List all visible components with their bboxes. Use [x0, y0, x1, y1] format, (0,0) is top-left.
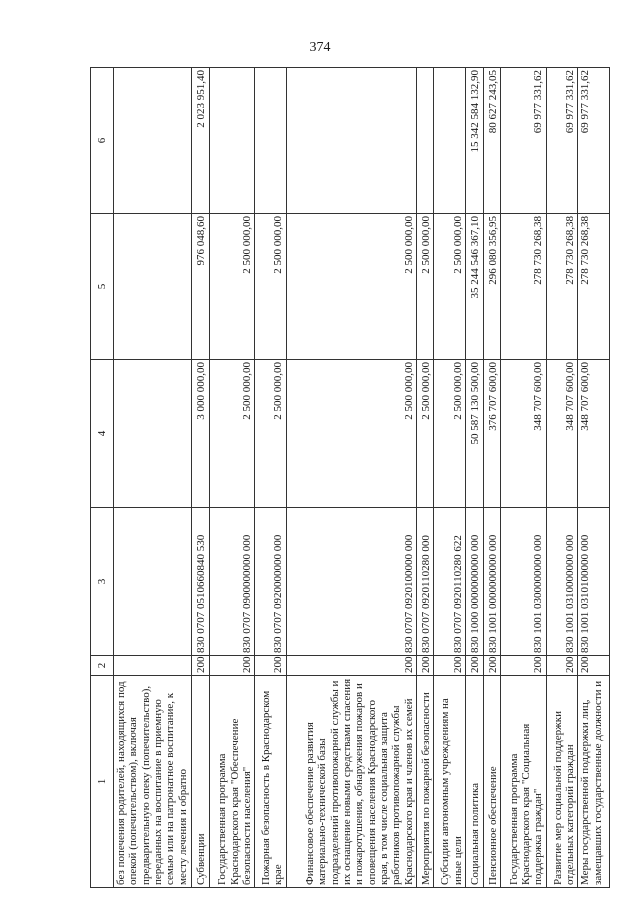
row-code: 200: [286, 656, 416, 676]
header-cell-4: 4: [91, 360, 114, 508]
row-executed: 278 730 268,38: [578, 214, 610, 360]
header-cell-3: 3: [91, 508, 114, 656]
row-executed: 278 730 268,38: [501, 214, 547, 360]
row-remaining: [209, 68, 255, 214]
table-header-row: [91, 68, 114, 888]
row-code: 200: [416, 656, 434, 676]
row-classification: 830 1001 0000000000 000: [483, 508, 501, 656]
rotated-table-frame: [90, 68, 610, 888]
table-row: [434, 68, 466, 888]
row-executed: 2 500 000,00: [416, 214, 434, 360]
row-remaining: 69 977 331,62: [501, 68, 547, 214]
table-row: [114, 68, 192, 888]
header-cell-1: 1: [91, 676, 114, 888]
row-code: 200: [209, 656, 255, 676]
row-name: Финансовое обеспечение развития материально-технической базы подразделений противопожарной службы и их оснащение новыми средствами спасения и пожаротушения, обнаружения пожаров и оповещения населения Краснодарского края, в том числе социальная защита работников противопожарной службы Краснодарского края и членов их семей: [286, 676, 416, 888]
row-remaining: 2 023 951,40: [192, 68, 210, 214]
row-planned: 50 587 130 500,00: [466, 360, 484, 508]
row-classification: 830 1001 0300000000 000: [501, 508, 547, 656]
row-remaining: 80 627 243,05: [483, 68, 501, 214]
rotated-table-content: [90, 68, 610, 888]
row-planned: 348 707 600,00: [546, 360, 578, 508]
row-remaining: 69 977 331,62: [546, 68, 578, 214]
table-row: [209, 68, 255, 888]
row-classification: 830 0707 0510660840 530: [192, 508, 210, 656]
row-planned: 376 707 600,00: [483, 360, 501, 508]
row-code: 200: [192, 656, 210, 676]
row-code: [114, 656, 192, 676]
row-name: Пенсионное обеспечение: [483, 676, 501, 888]
header-cell-2: 2: [91, 656, 114, 676]
row-remaining: [114, 68, 192, 214]
row-remaining: [255, 68, 287, 214]
budget-table: [90, 67, 610, 888]
table-row: [546, 68, 578, 888]
row-name: без попечения родителей, находящихся под опекой (попечительством), включая предварительную опеку (попечительство), переданных на воспитание в приемную семью или на патронатное воспитание, к месту лечения и обратно: [114, 676, 192, 888]
row-classification: 830 0707 0920000000 000: [255, 508, 287, 656]
row-code: 200: [483, 656, 501, 676]
row-executed: [114, 214, 192, 360]
row-code: 200: [434, 656, 466, 676]
row-code: 200: [255, 656, 287, 676]
table-row: [578, 68, 610, 888]
row-code: 200: [501, 656, 547, 676]
row-executed: 2 500 000,00: [255, 214, 287, 360]
table-row: [501, 68, 547, 888]
row-name: Государственная программа Краснодарского края "Социальная поддержка граждан": [501, 676, 547, 888]
table-row: [286, 68, 416, 888]
table-row: [255, 68, 287, 888]
row-planned: 2 500 000,00: [255, 360, 287, 508]
row-classification: 830 0707 0920110280 000: [416, 508, 434, 656]
row-planned: 3 000 000,00: [192, 360, 210, 508]
row-code: 200: [466, 656, 484, 676]
row-classification: 830 1000 0000000000 000: [466, 508, 484, 656]
row-planned: 2 500 000,00: [209, 360, 255, 508]
row-remaining: [416, 68, 434, 214]
row-name: Субвенции: [192, 676, 210, 888]
row-executed: 2 500 000,00: [209, 214, 255, 360]
header-cell-5: 5: [91, 214, 114, 360]
row-executed: 296 080 356,95: [483, 214, 501, 360]
header-cell-6: 6: [91, 68, 114, 214]
row-planned: 2 500 000,00: [416, 360, 434, 508]
row-remaining: [434, 68, 466, 214]
row-planned: 2 500 000,00: [434, 360, 466, 508]
row-classification: 830 0707 0920100000 000: [286, 508, 416, 656]
row-remaining: 15 342 584 132,90: [466, 68, 484, 214]
table-row: [466, 68, 484, 888]
row-executed: 2 500 000,00: [434, 214, 466, 360]
row-name: Меры государственной поддержки лиц, замещавших государственные должности и: [578, 676, 610, 888]
table-row: [416, 68, 434, 888]
table-row: [483, 68, 501, 888]
row-executed: 976 048,60: [192, 214, 210, 360]
row-classification: 830 0707 0900000000 000: [209, 508, 255, 656]
row-classification: 830 1001 0310000000 000: [546, 508, 578, 656]
row-remaining: [286, 68, 416, 214]
row-executed: 35 244 546 367,10: [466, 214, 484, 360]
row-classification: [114, 508, 192, 656]
table-row: [192, 68, 210, 888]
row-planned: 348 707 600,00: [501, 360, 547, 508]
row-name: Социальная политика: [466, 676, 484, 888]
page-number: 374: [309, 40, 331, 55]
row-planned: 2 500 000,00: [286, 360, 416, 508]
row-code: 200: [546, 656, 578, 676]
row-planned: [114, 360, 192, 508]
row-code: 200: [578, 656, 610, 676]
row-executed: 2 500 000,00: [286, 214, 416, 360]
row-name: Развитие мер социальной поддержки отдельных категорий граждан: [546, 676, 578, 888]
row-remaining: 69 977 331,62: [578, 68, 610, 214]
row-classification: 830 1001 0310100000 000: [578, 508, 610, 656]
row-name: Субсидии автономным учреждениям на иные цели: [434, 676, 466, 888]
row-name: Государственная программа Краснодарского края "Обеспечение безопасности населения": [209, 676, 255, 888]
row-executed: 278 730 268,38: [546, 214, 578, 360]
row-name: Пожарная безопасность в Краснодарском крае: [255, 676, 287, 888]
table-body: [114, 68, 610, 888]
row-planned: 348 707 600,00: [578, 360, 610, 508]
row-classification: 830 0707 0920110280 622: [434, 508, 466, 656]
row-name: Мероприятия по пожарной безопасности: [416, 676, 434, 888]
